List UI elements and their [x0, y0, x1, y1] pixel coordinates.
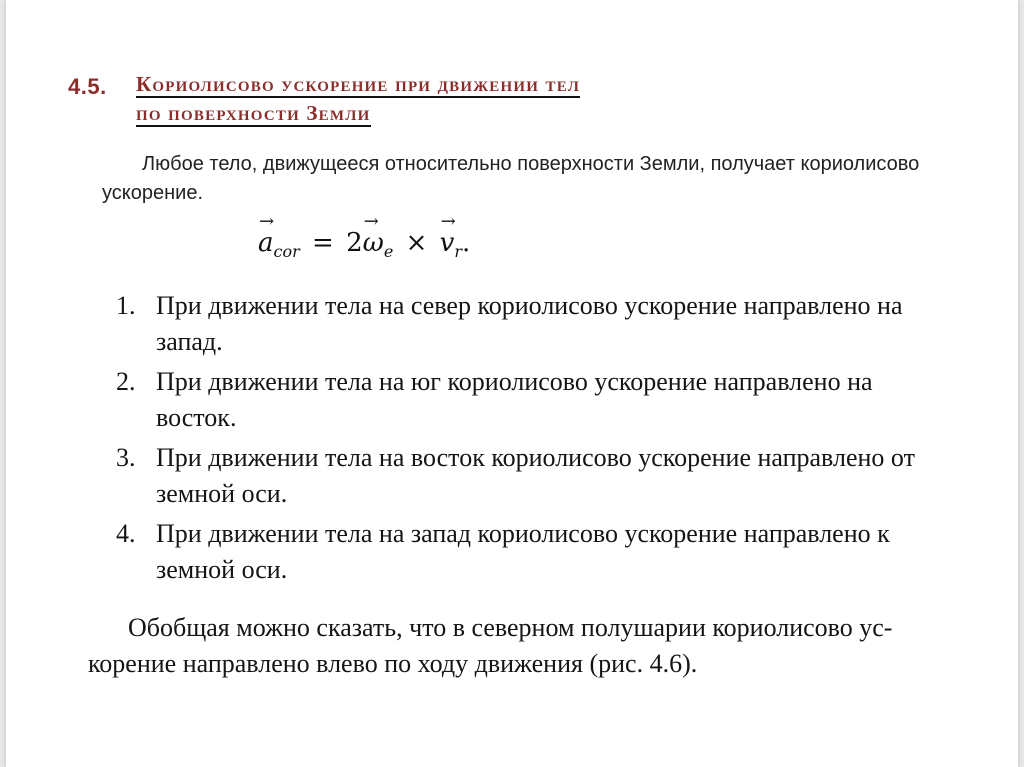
- summary-paragraph: Обобщая можно сказать, что в северном полушарии кориолисово ус-корение направлено влево по ходу движения (рис. 4.6).: [88, 613, 893, 678]
- slide-page: [6, 0, 1018, 767]
- angular-velocity-subscript: e: [383, 242, 394, 262]
- direction-list: [116, 288, 956, 592]
- list-item: [116, 364, 956, 436]
- coriolis-formula: [258, 228, 470, 261]
- acceleration-subscript: cor: [273, 242, 300, 262]
- list-item-text: При движении тела на север кориолисово ускорение направлено на запад.: [156, 291, 903, 356]
- formula-period: .: [462, 228, 471, 258]
- angular-velocity-vector: → ω: [363, 228, 384, 258]
- list-item-number: 4.: [116, 519, 136, 548]
- list-item: [116, 288, 956, 360]
- list-item-number: 2.: [116, 367, 136, 396]
- relative-velocity-subscript: r: [454, 242, 462, 262]
- list-item-text: При движении тела на восток кориолисово ускорение направлено от земной оси.: [156, 443, 915, 508]
- section-title-line-1: Кориолисово ускорение при движении тел: [136, 72, 581, 96]
- list-item-number: 1.: [116, 291, 136, 320]
- intro-paragraph: Любое тело, движущееся относительно поверхности Земли, получает кориолисово ускорение.: [102, 153, 920, 204]
- list-item: [116, 516, 956, 588]
- cross-product-sign: ×: [405, 228, 428, 258]
- section-title-line-2: по поверхности Земли: [136, 101, 371, 125]
- list-item: [116, 440, 956, 512]
- list-item-text: При движении тела на запад кориолисово ускорение направлено к земной оси.: [156, 519, 890, 584]
- acceleration-vector: → a: [258, 228, 274, 258]
- section-number: 4.5.: [68, 74, 107, 99]
- equals-sign: =: [312, 228, 334, 258]
- section-title: [136, 70, 756, 128]
- list-item-number: 3.: [116, 443, 136, 472]
- coefficient: 2: [346, 228, 363, 258]
- list-item-text: При движении тела на юг кориолисово ускорение направлено на восток.: [156, 367, 873, 432]
- relative-velocity-vector: → v: [440, 228, 455, 258]
